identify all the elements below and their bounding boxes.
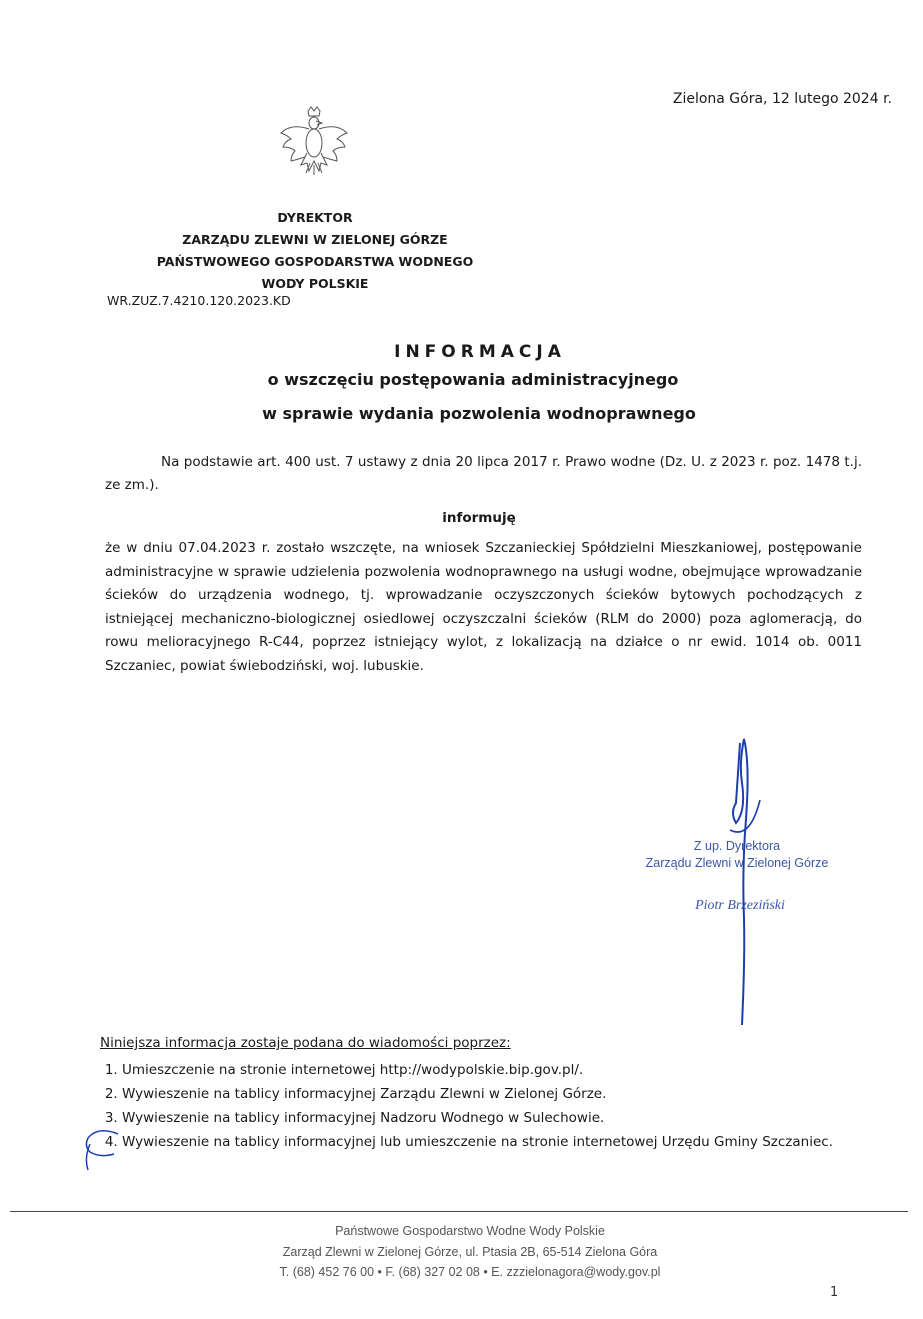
list-item: 4. Wywieszenie na tablicy informacyjnej lub umieszczenie na stronie internetowej Urzędu Gminy Szczaniec.: [122, 1130, 872, 1154]
notice-list: [100, 1058, 872, 1154]
list-item: 3. Wywieszenie na tablicy informacyjnej Nadzoru Wodnego w Sulechowie.: [122, 1106, 872, 1130]
page-number: 1: [830, 1285, 839, 1300]
list-item: 1. Umieszczenie na stronie internetowej http://wodypolskie.bip.gov.pl/.: [122, 1058, 872, 1082]
handwritten-signature: [700, 735, 790, 1035]
stamp-line-1: Z up. Dyrektora: [693, 839, 781, 853]
footer-divider: [10, 1211, 908, 1212]
issuer-line-4: WODY POLSKIE: [261, 276, 369, 291]
reference-number: WR.ZUZ.7.4210.120.2023.KD: [107, 293, 291, 308]
list-item: 2. Wywieszenie na tablicy informacyjnej Zarządu Zlewni w Zielonej Górze.: [122, 1082, 872, 1106]
legal-basis-paragraph: Na podstawie art. 400 ust. 7 ustawy z dnia 20 lipca 2017 r. Prawo wodne (Dz. U. z 2023 r. poz. 1478 t.j. ze zm.).: [105, 454, 862, 493]
footer-line-2: Zarząd Zlewni w Zielonej Górze, ul. Ptasia 2B, 65-514 Zielona Góra: [282, 1244, 658, 1259]
document-subtitle-2: w sprawie wydania pozwolenia wodnoprawnego: [262, 404, 696, 423]
footer-line-1: Państwowe Gospodarstwo Wodne Wody Polskie: [335, 1224, 605, 1238]
footer-line-3: T. (68) 452 76 00 • F. (68) 327 02 08 • E. zzzielonagora@wody.gov.pl: [279, 1265, 661, 1279]
document-title: INFORMACJA: [394, 342, 566, 362]
notice-heading: Niniejsza informacja zostaje podana do wiadomości poprzez:: [100, 1035, 511, 1051]
body-paragraph: że w dniu 07.04.2023 r. zostało wszczęte, na wniosek Szczanieckiej Spółdzielni Mieszkaniowej, postępowanie administracyjne w sprawie udzielenia pozwolenia wodnoprawnego na usługi wodne, obejmujące wprowadzanie ścieków do urządzenia wodnego, tj. wprowadzanie oczyszczonych ścieków bytowych pochodzących z istniejącej mechaniczno-biologicznej osiedlowej oczyszczalni ścieków (RLM do 2000) poza aglomeracją, do rowu melioracyjnego R-C44, poprzez istniejący wylot, z lokalizacją na działce o nr ewid. 1014 ob. 0011 Szczaniec, powiat świebodziński, woj. lubuskie.: [105, 540, 862, 674]
signatory-name: Piotr Brzeziński: [695, 898, 785, 913]
document-subtitle-1: o wszczęciu postępowania administracyjnego: [267, 370, 679, 389]
handwritten-circle-mark: [80, 1124, 124, 1174]
stamp-line-2: Zarządu Zlewni w Zielonej Górze: [645, 856, 829, 870]
issuer-line-1: DYREKTOR: [277, 210, 353, 225]
polish-eagle-emblem-icon: [274, 103, 354, 183]
footer: [0, 1221, 923, 1283]
issuer-header: [120, 207, 510, 295]
document-date: Zielona Góra, 12 lutego 2024 r.: [672, 91, 892, 107]
inform-heading: informuję: [442, 510, 516, 526]
issuer-line-3: PAŃSTWOWEGO GOSPODARSTWA WODNEGO: [156, 254, 474, 269]
issuer-line-2: ZARZĄDU ZLEWNI W ZIELONEJ GÓRZE: [182, 232, 448, 247]
